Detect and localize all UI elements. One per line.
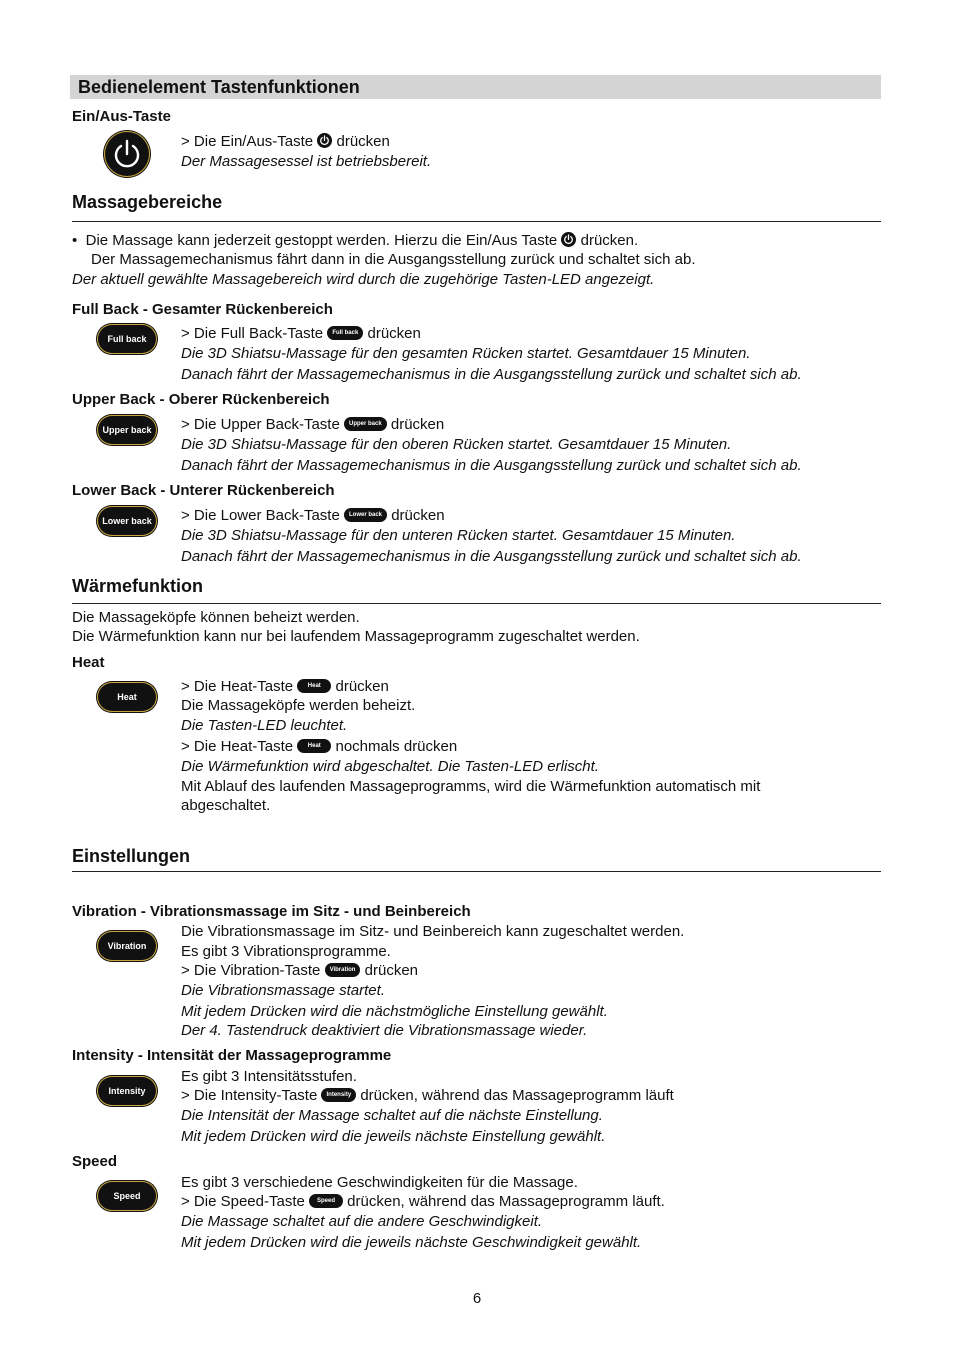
power-result: Der Massagesessel ist betriebsbereit. (181, 153, 432, 170)
lowerback-button-image: Lower back (98, 507, 156, 535)
upperback-line3: Danach fährt der Massagemechanismus in die Ausgangsstellung zurück und schaltet sich ab. (181, 457, 802, 474)
intensity-instruction (181, 1087, 674, 1105)
vibration-line2: Es gibt 3 Vibrationsprogramme. (181, 943, 391, 960)
vibration-inline-button: Vibration (325, 963, 361, 977)
intensity-line1: Es gibt 3 Intensitätsstufen. (181, 1068, 357, 1085)
heat-inline-button: Heat (297, 739, 331, 753)
heat-line5: Die Wärmefunktion wird abgeschaltet. Die Tasten-LED erlischt. (181, 758, 599, 775)
fullback-inline-button: Full back (327, 326, 363, 340)
vibration-line5: Mit jedem Drücken wird die nächstmögliche Einstellung gewählt. (181, 1003, 608, 1020)
lowerback-inline-button: Lower back (344, 508, 387, 522)
fullback-button-image: Full back (98, 325, 156, 353)
heat-post1: drücken (335, 678, 389, 695)
intensity-inline-button: Intensity (321, 1088, 356, 1102)
section-divider (72, 871, 881, 872)
speed-button-image: Speed (98, 1182, 156, 1210)
fullback-post: drücken (367, 325, 421, 342)
speed-line4: Mit jedem Drücken wird die jeweils nächste Geschwindigkeit gewählt. (181, 1234, 642, 1251)
speed-inline-button: Speed (309, 1194, 343, 1208)
speed-line3: Die Massage schaltet auf die andere Geschwindigkeit. (181, 1213, 543, 1230)
heat-line7: abgeschaltet. (181, 797, 271, 814)
page-title: Bedienelement Tastenfunktionen (70, 75, 881, 99)
upperback-line2: Die 3D Shiatsu-Massage für den oberen Rücken startet. Gesamtdauer 15 Minuten. (181, 436, 732, 453)
areas-line3: Der aktuell gewählte Massagebereich wird durch die zugehörige Tasten-LED angezeigt. (72, 271, 655, 288)
upperback-post: drücken (390, 416, 445, 433)
upperback-instruction (181, 416, 444, 434)
page-number: 6 (472, 1290, 482, 1307)
upperback-heading: Upper Back - Oberer Rückenbereich (72, 391, 330, 408)
heat-pre2: > Die Heat-Taste (181, 738, 294, 755)
areas-line2: Der Massagemechanismus fährt dann in die Ausgangsstellung zurück und schaltet sich ab. (91, 251, 696, 268)
upperback-pre: > Die Upper Back-Taste (181, 416, 340, 433)
speed-line1: Es gibt 3 verschiedene Geschwindigkeiten für die Massage. (181, 1174, 578, 1191)
vibration-post: drücken (364, 962, 419, 979)
fullback-instruction (181, 325, 421, 343)
heat-line6: Mit Ablauf des laufenden Massageprogramms, wird die Wärmefunktion automatisch mit (181, 778, 761, 795)
vibration-button-image: Vibration (98, 932, 156, 960)
power-instruction-pre: > Die Ein/Aus-Taste (181, 133, 314, 150)
power-icon (317, 133, 332, 148)
lowerback-heading: Lower Back - Unterer Rückenbereich (72, 482, 335, 499)
intensity-button-image: Intensity (98, 1077, 156, 1105)
lowerback-instruction (181, 507, 445, 525)
intensity-post: drücken, während das Massageprogramm läuft (360, 1087, 674, 1104)
heat-instruction2 (181, 738, 457, 756)
vibration-line6: Der 4. Tastendruck deaktiviert die Vibrationsmassage wieder. (181, 1022, 588, 1039)
fullback-line3: Danach fährt der Massagemechanismus in die Ausgangsstellung zurück und schaltet sich ab. (181, 366, 802, 383)
heat-inline-button: Heat (297, 679, 331, 693)
areas-bullet-post: drücken. (580, 232, 639, 249)
lowerback-post: drücken (391, 507, 445, 524)
heat-instruction1 (181, 678, 389, 696)
power-icon (105, 132, 149, 176)
section-heading-massagebereiche: Massagebereiche (72, 192, 223, 212)
intensity-line4: Mit jedem Drücken wird die jeweils nächste Einstellung gewählt. (181, 1128, 606, 1145)
intensity-line3: Die Intensität der Massage schaltet auf die nächste Einstellung. (181, 1107, 603, 1124)
vibration-pre: > Die Vibration-Taste (181, 962, 321, 979)
vibration-heading: Vibration - Vibrationsmassage im Sitz - und Beinbereich (72, 903, 471, 920)
heat-button-image: Heat (98, 683, 156, 711)
heat-line2: Die Massageköpfe werden beheizt. (181, 697, 416, 714)
fullback-pre: > Die Full Back-Taste (181, 325, 324, 342)
fullback-line2: Die 3D Shiatsu-Massage für den gesamten Rücken startet. Gesamtdauer 15 Minuten. (181, 345, 751, 362)
intensity-pre: > Die Intensity-Taste (181, 1087, 318, 1104)
upperback-button-image: Upper back (98, 416, 156, 444)
section-divider (72, 603, 881, 604)
section-heading-waermefunktion: Wärmefunktion (72, 576, 204, 596)
lowerback-pre: > Die Lower Back-Taste (181, 507, 340, 524)
vibration-instruction (181, 962, 418, 980)
power-instruction (181, 133, 390, 151)
heat-post2: nochmals drücken (335, 738, 458, 755)
speed-post: drücken, während das Massageprogramm läuft. (347, 1193, 665, 1210)
speed-instruction (181, 1193, 665, 1211)
heat-subheading: Heat (72, 654, 105, 671)
section-divider (72, 221, 881, 222)
heat-pre1: > Die Heat-Taste (181, 678, 294, 695)
areas-bullet-pre: Die Massage kann jederzeit gestoppt werden. Hierzu die Ein/Aus Taste (85, 232, 558, 249)
intensity-heading: Intensity - Intensität der Massageprogramme (72, 1047, 392, 1064)
power-button-image (105, 132, 149, 176)
power-instruction-post: drücken (336, 133, 390, 150)
areas-bullet-line (72, 232, 638, 250)
fullback-heading: Full Back - Gesamter Rückenbereich (72, 301, 333, 318)
lowerback-line2: Die 3D Shiatsu-Massage für den unteren Rücken startet. Gesamtdauer 15 Minuten. (181, 527, 736, 544)
heat-intro2: Die Wärmefunktion kann nur bei laufendem Massageprogramm zugeschaltet werden. (72, 628, 640, 645)
upperback-inline-button: Upper back (344, 417, 387, 431)
heat-intro1: Die Massageköpfe können beheizt werden. (72, 609, 360, 626)
heat-line3: Die Tasten-LED leuchtet. (181, 717, 348, 734)
speed-heading: Speed (72, 1153, 118, 1170)
lowerback-line3: Danach fährt der Massagemechanismus in die Ausgangsstellung zurück und schaltet sich ab. (181, 548, 802, 565)
vibration-line4: Die Vibrationsmassage startet. (181, 982, 385, 999)
power-icon (561, 232, 576, 247)
vibration-line1: Die Vibrationsmassage im Sitz- und Beinbereich kann zugeschaltet werden. (181, 923, 685, 940)
bullet-glyph: • (72, 232, 78, 249)
speed-pre: > Die Speed-Taste (181, 1193, 305, 1210)
section-heading-einstellungen: Einstellungen (72, 846, 191, 866)
power-heading: Ein/Aus-Taste (72, 108, 171, 125)
